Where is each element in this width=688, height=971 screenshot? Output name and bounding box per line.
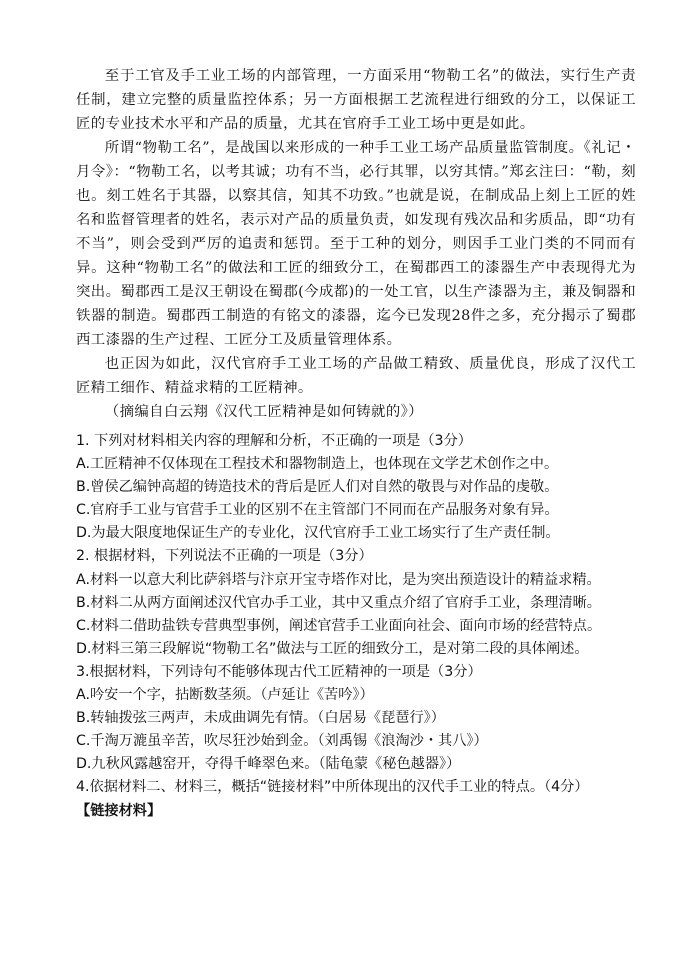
option-c: C.材料二借助盐铁专营典型事例，阐述官营手工业面向社会、面向市场的经营特点。 [76,617,602,634]
option-d: D.为最大限度地保证生产的专业化，汉代官府手工业工场实行了生产责任制。 [76,525,560,542]
reading-passage [76,64,636,424]
question-list [76,430,646,823]
option-a: A.工匠精神不仅体现在工程技术和器物制造上，也体现在文学艺术创作之中。 [76,456,559,473]
passage-paragraph-3: 也正因为如此，汉代官府手工业工场的产品做工精致、质量优良，形成了汉代工匠精工细作、精益求精的工匠精神。 [76,356,636,396]
question-stem: 2. 根据材料，下列说法不正确的一项是（3分） [76,548,373,565]
question-stem: 3.根据材料，下列诗句不能够体现古代工匠精神的一项是（3分） [76,663,482,680]
link-material-heading: 【链接材料】 [76,802,162,819]
question-stem: 1. 下列对材料相关内容的理解和分析，不正确的一项是（3分） [76,433,472,449]
option-d: D.材料三第三段解说“物勒工名”做法与工匠的细致分工，是对第二段的具体阐述。 [76,640,589,657]
question-4 [76,776,646,799]
option-c: C.官府手工业与官营手工业的区别不在主管部门不同而在产品服务对象有异。 [76,502,559,519]
option-a: A.材料一以意大利比萨斜塔与汴京开宝寺塔作对比，是为突出预造设计的精益求精。 [76,571,601,588]
question-stem: 4.依据材料二、材料三，概括“链接材料”中所体现出的汉代手工业的特点。（4分） [76,779,589,796]
option-b: B.材料二从两方面阐述汉代官办手工业，其中又重点介绍了官府手工业，条理清晰。 [76,594,601,611]
option-a: A.吟安一个字，拈断数茎须。（卢延让《苦吟》） [76,687,374,704]
passage-source: （摘编自白云翔《汉代工匠精神是如何铸就的》） [104,404,423,420]
option-c: C.千淘万漉虽辛苦，吹尽狂沙始到金。（刘禹锡《浪淘沙・其八》） [76,733,488,750]
passage-paragraph-2: 所谓“物勒工名”，是战国以来形成的一种手工业工场产品质量监管制度。《礼记・月令》：“物勒工名，以考其诚；功有不当，必行其罪，以穷其情。”郑玄注曰：“勒，刻也。刻工姓名于其器，以察其信，知其不功致。”也就是说，在制成品上刻上工匠的姓名和监督管理者的姓名，表示对产品的质量负责，如发现有残次品和劣质品，即“功有不当”，则会受到严厉的追责和惩罚。至于工种的划分，则因手工业门类的不同而有异。这种“物勒工名”的做法和工匠的细致分工，在蜀郡西工的漆器生产中表现得尤为突出。蜀郡西工是汉王朝设在蜀郡(今成都)的一处工官，以生产漆器为主，兼及铜器和铁器的制造。蜀郡西工制造的有铭文的漆器，迄今已发现28件之多，充分揭示了蜀郡西工漆器的生产过程、工匠分工及质量管理体系。 [76,140,636,348]
question-2 [76,545,646,660]
option-d: D.九秋风露越窑开，夺得千峰翠色来。（陆龟蒙《秘色越器》） [76,756,461,773]
passage-paragraph-1: 至于工官及手工业工场的内部管理，一方面采用“物勒工名”的做法，实行生产责任制，建立完整的质量监控体系；另一方面根据工艺流程进行细致的分工，以保证工匠的专业技术水平和产品的质量，尤其在官府手工业工场中更是如此。 [76,68,636,132]
question-3 [76,661,646,776]
option-b: B.曾侯乙编钟高超的铸造技术的背后是匠人们对自然的敬畏与对作品的虔敬。 [76,479,559,496]
option-b: B.转轴拨弦三两声，未成曲调先有情。（白居易《琵琶行》） [76,710,445,727]
question-1 [76,430,646,545]
